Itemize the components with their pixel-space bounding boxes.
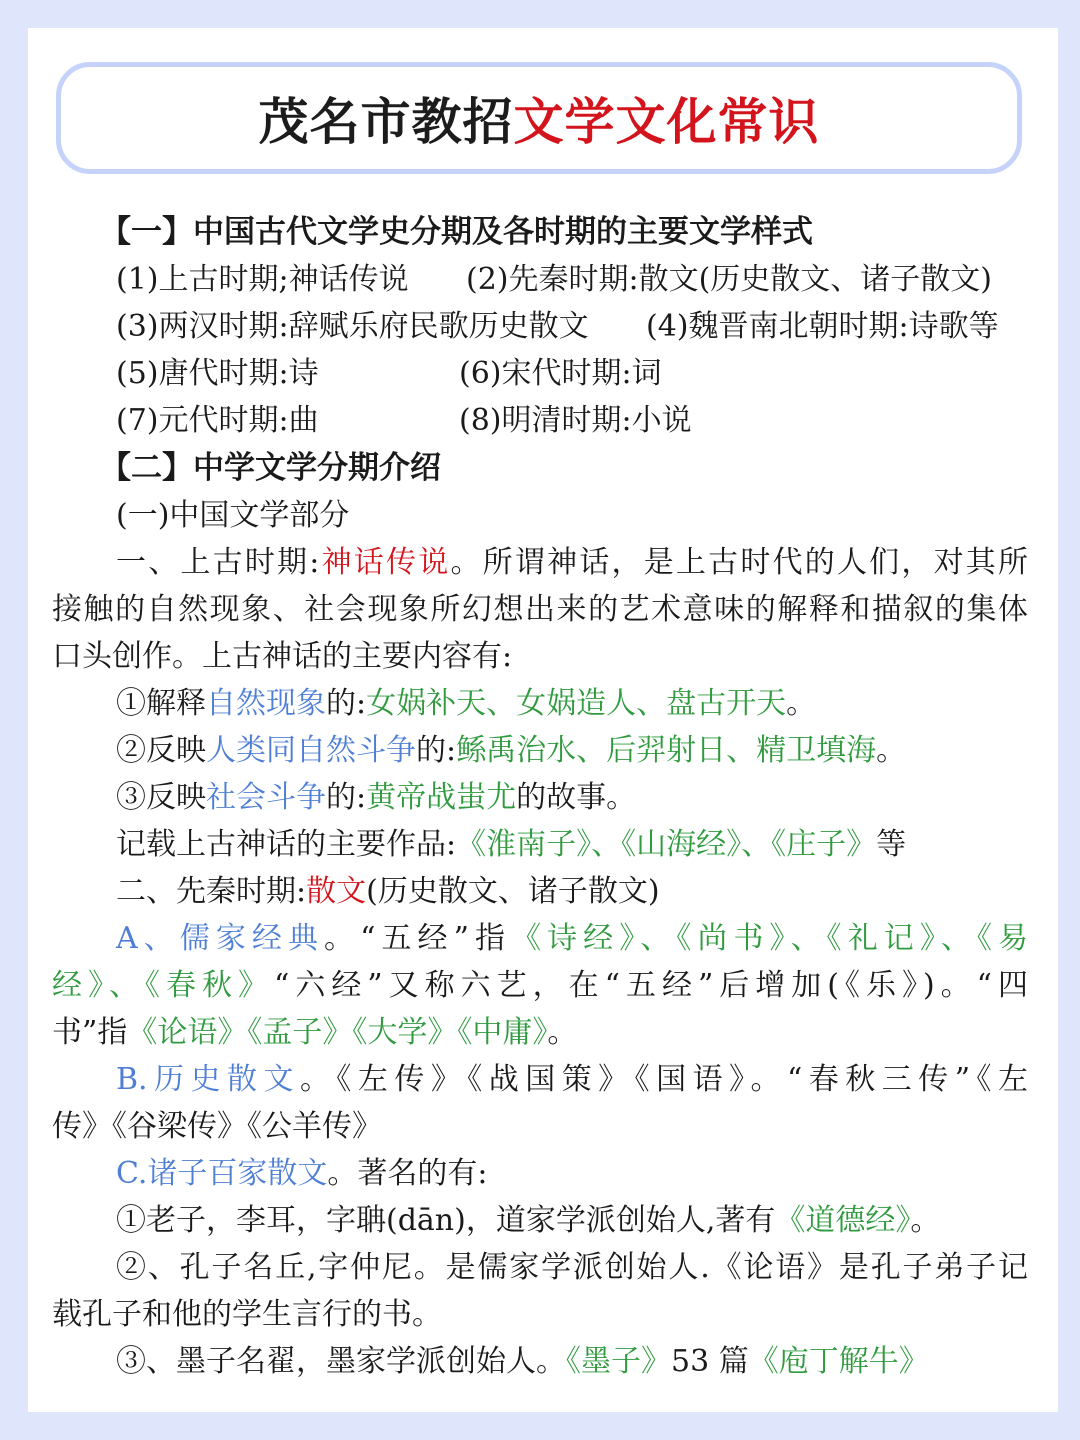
paragraph-line: 接触的自然现象、社会现象所幻想出来的艺术意味的解释和描叙的集体 [52,592,1028,627]
period-item: (2)先秦时期:散文(历史散文、诸子散文) [466,262,993,297]
section1-heading: 【一】中国古代文学史分期及各时期的主要文学样式 [100,214,813,250]
title-highlight: 文学文化常识 [513,93,820,151]
confucian-classics-line [52,1011,1028,1055]
text: “六经”又称六艺，在“五经”后增加(《乐》)。“四 [273,968,1029,1003]
period-item: (5)唐代时期:诗 [116,356,319,391]
text: 等 [876,827,907,862]
highlight-green: 《论语》《孟子》《大学》《中庸》 [127,1015,548,1050]
text: (历史散文、诸子散文) [366,874,660,909]
title-prefix: 茂名市教招 [258,93,514,151]
philosopher-confucius: ②、孔子名丘,字仲尼。是儒家学派创始人.《论语》是孔子弟子记 [116,1250,1028,1285]
subsection-title: (一)中国文学部分 [116,498,350,533]
highlight-green: 《庖丁解牛》 [748,1344,929,1379]
period-item: (6)宋代时期:词 [459,356,662,391]
highlight-blue: 社会斗争 [206,780,326,815]
text: 记载上古神话的主要作品: [116,827,457,862]
period-row-2 [116,305,1028,349]
highlight-green: 经》、《春秋》 [52,968,274,1003]
period-item: (8)明清时期:小说 [459,403,692,438]
highlight-green: 《诗经》、《尚书》、《礼记》、《易 [511,921,1028,956]
philosopher-mozi [116,1340,1028,1384]
document-page [28,28,1058,1412]
myth-item-3 [116,776,1028,820]
highlight-green: 黄帝战蚩尤 [366,780,517,815]
highlight-blue: C.诸子百家散文 [116,1156,328,1191]
text: 。 [910,1203,941,1238]
highlight-green: 《道德经》 [775,1203,911,1238]
text: 。 [547,1015,578,1050]
philosopher-confucius: 载孔子和他的学生言行的书。 [52,1297,442,1332]
text: ③反映 [116,780,206,815]
philosophers-heading [116,1152,1028,1196]
section2-heading: 【二】中学文学分期介绍 [100,450,441,486]
text: 一、上古时期: [116,545,320,580]
highlight-green: 女娲补天、女娲造人、盘古开天 [366,686,787,721]
period-row-3 [116,352,1028,396]
highlight-red: 神话传说 [319,545,451,580]
text: ①老子，李耳，字聃(dān)，道家学派创始人,著有 [116,1203,776,1238]
pre-qin-heading [116,870,1028,914]
historical-prose-line [116,1058,1028,1102]
text: 的: [416,733,457,768]
historical-prose-line: 传》《谷梁传》《公羊传》 [52,1109,382,1144]
text: 书”指 [52,1015,128,1050]
period-item: (3)两汉时期:辞赋乐府民歌历史散文 [116,309,589,344]
philosopher-laozi [116,1199,1028,1243]
period-row-4 [116,399,1028,443]
text: 。《左传》《战国策》《国语》。“春秋三传”《左 [299,1062,1028,1097]
text: ②反映 [116,733,206,768]
text: 。所谓神话，是上古时代的人们，对其所 [450,545,1029,580]
highlight-green: 《墨子》 [566,1344,671,1379]
text: 。著名的有: [327,1156,488,1191]
text: 。 [786,686,817,721]
text: ③、墨子名翟，墨家学派创始人。 [116,1344,566,1379]
text: 的: [326,686,367,721]
highlight-blue: 自然现象 [206,686,326,721]
highlight-blue: 人类同自然斗争 [206,733,416,768]
myth-item-2 [116,729,1028,773]
period-item: (1)上古时期;神话传说 [116,262,409,297]
highlight-green: 鲧禹治水、后羿射日、精卫填海 [456,733,877,768]
paragraph-line [116,541,1028,585]
highlight-red: 散文 [306,874,367,909]
text: ①解释 [116,686,206,721]
title-banner [56,62,1022,174]
period-row-1 [116,258,1028,302]
text: 。 [876,733,907,768]
confucian-classics-line [116,917,1028,961]
text: 的故事。 [516,780,637,815]
text: 。“五经”指 [324,921,512,956]
paragraph-line: 口头创作。上古神话的主要内容有: [52,639,513,674]
myth-item-1 [116,682,1028,726]
period-item: (4)魏晋南北朝时期:诗歌等 [646,309,999,344]
highlight-blue: B.历史散文 [116,1062,300,1097]
text: 53 篇 [671,1344,749,1379]
myth-works [116,823,1028,867]
period-item: (7)元代时期:曲 [116,403,319,438]
highlight-green: 《淮南子》、《山海经》、《庄子》 [456,827,877,862]
text: 二、先秦时期: [116,874,307,909]
confucian-classics-line [52,964,1028,1008]
text: 的: [326,780,367,815]
highlight-blue: A、儒家经典 [116,921,325,956]
